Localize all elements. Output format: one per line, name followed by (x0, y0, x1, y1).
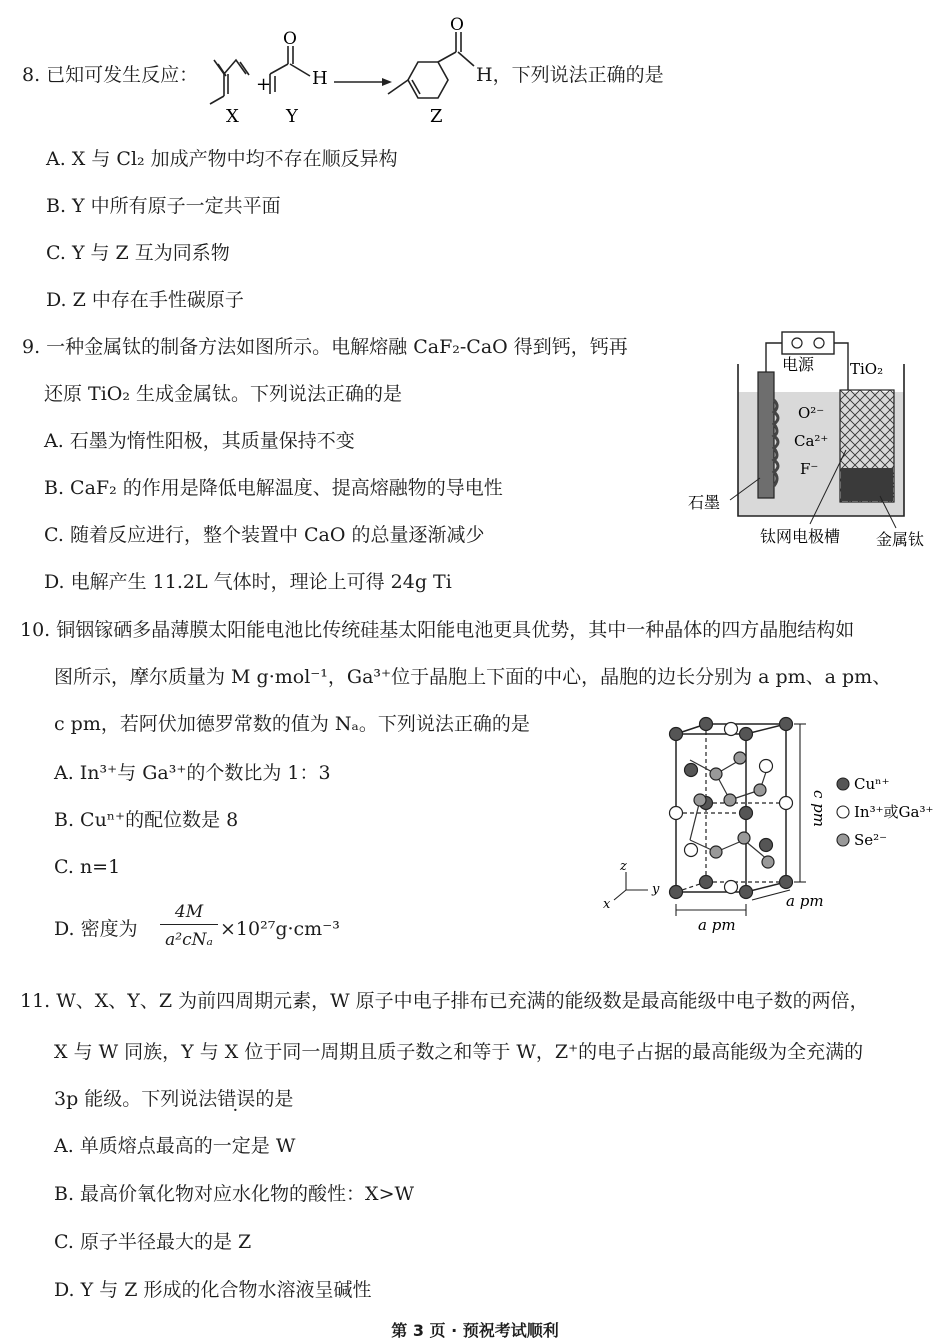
q8-option-a: A. X 与 Cl₂ 加成产物中均不存在顺反异构 (46, 148, 398, 170)
label-h-y: H (312, 68, 328, 89)
ion-ca2: Ca²⁺ (794, 432, 829, 450)
a-dimension-label-bottom: a pm (698, 916, 736, 934)
axis-x: x (603, 897, 611, 912)
q9-stem-line2: 还原 TiO₂ 生成金属钛。下列说法正确的是 (44, 383, 403, 405)
q11-stem-line3 (54, 1090, 293, 1109)
metal-ti-label: 金属钛 (876, 530, 925, 549)
ion-f: F⁻ (800, 460, 819, 478)
axis-z: z (620, 859, 627, 874)
q10-option-d-suffix: ×10²⁷g·cm⁻³ (220, 918, 340, 940)
legend-cu-label: Cuⁿ⁺ (854, 775, 890, 793)
q11-option-d: D. Y 与 Z 形成的化合物水溶液呈碱性 (54, 1279, 372, 1301)
legend-se-label: Se²⁻ (854, 831, 888, 849)
atoms (670, 718, 793, 899)
label-o-z: O (450, 15, 464, 35)
q10-option-c: C. n=1 (54, 856, 121, 878)
c-dimension-label: c pm (810, 790, 828, 827)
ti-mesh-label: 钛网电极槽 (760, 527, 841, 546)
label-o-y: O (283, 29, 297, 49)
legend-in-label: In³⁺或Ga³⁺ (854, 803, 934, 821)
label-y: Y (286, 106, 298, 127)
tio2-label: TiO₂ (850, 360, 884, 378)
q10-stem-line2: 图所示，摩尔质量为 M g·mol⁻¹，Ga³⁺位于晶胞上下面的中心，晶胞的边长分别为 a pm、a pm、 (54, 666, 892, 688)
q11-option-c: C. 原子半径最大的是 Z (54, 1231, 252, 1253)
q10-stem-line1: 10. 铜铟镓硒多晶薄膜太阳能电池比传统硅基太阳能电池更具优势，其中一种晶体的四方晶胞结构如 (20, 619, 855, 641)
axis-y: y (652, 882, 660, 897)
q8-option-c: C. Y 与 Z 互为同系物 (46, 242, 230, 264)
q11-stem-line3-a: 3p 能级。下列说法 (54, 1088, 218, 1110)
q8-option-d: D. Z 中存在手性碳原子 (46, 289, 244, 311)
graphite-label: 石墨 (688, 493, 721, 512)
q11-option-b: B. 最高价氧化物对应水化物的酸性：X>W (54, 1183, 415, 1205)
axes (614, 872, 648, 900)
q8-option-b: B. Y 中所有原子一定共平面 (46, 195, 281, 217)
q10-stem-line3: c pm，若阿伏加德罗常数的值为 Nₐ。下列说法正确的是 (54, 713, 530, 735)
q11-emphasis-word: 错误 (217, 1088, 256, 1110)
q9-stem-line1: 9. 一种金属钛的制备方法如图所示。电解熔融 CaF₂-CaO 得到钙，钙再 (22, 336, 628, 358)
a-dimension-label-side: a pm (786, 892, 824, 910)
page-footer: 第 3 页 · 预祝考试顺利 (391, 1321, 559, 1340)
q8-stem-suffix: H，下列说法正确的是 (476, 64, 664, 86)
q10-option-a: A. In³⁺与 Ga³⁺的个数比为 1：3 (54, 762, 331, 784)
q10-fraction-numerator: 4M (174, 902, 204, 922)
q9-option-a: A. 石墨为惰性阳极，其质量保持不变 (44, 430, 355, 452)
label-z: Z (430, 106, 443, 127)
legend-in-marker (837, 806, 849, 818)
q11-option-a: A. 单质熔点最高的一定是 W (54, 1135, 296, 1157)
power-label: 电源 (782, 355, 815, 374)
q10-option-d-prefix: D. 密度为 (54, 918, 138, 940)
legend-cu-marker (837, 778, 849, 790)
q9-option-b: B. CaF₂ 的作用是降低电解温度、提高熔融物的导电性 (44, 477, 503, 499)
legend-se-marker (837, 834, 849, 846)
q11-stem-line1: 11. W、X、Y、Z 为前四周期元素，W 原子中电子排布已充满的能级数是最高能级中电子数的两倍， (20, 990, 869, 1012)
q8-stem-prefix: 8. 已知可发生反应： (22, 64, 199, 86)
q11-stem-line3-b: 的是 (255, 1088, 294, 1110)
plus-sign: + (256, 74, 272, 95)
q9-option-c: C. 随着反应进行，整个装置中 CaO 的总量逐渐减少 (44, 524, 485, 546)
q10-fraction-denominator: a²cNₐ (165, 930, 213, 950)
q9-option-d: D. 电解产生 11.2L 气体时，理论上可得 24g Ti (44, 571, 452, 593)
q11-stem-line2: X 与 W 同族，Y 与 X 位于同一周期且质子数之和等于 W，Z⁺的电子占据的最高能级为全充满的 (54, 1041, 864, 1063)
q10-option-b: B. Cuⁿ⁺的配位数是 8 (54, 809, 239, 831)
ion-o2: O²⁻ (798, 404, 825, 422)
label-x: X (226, 106, 239, 127)
